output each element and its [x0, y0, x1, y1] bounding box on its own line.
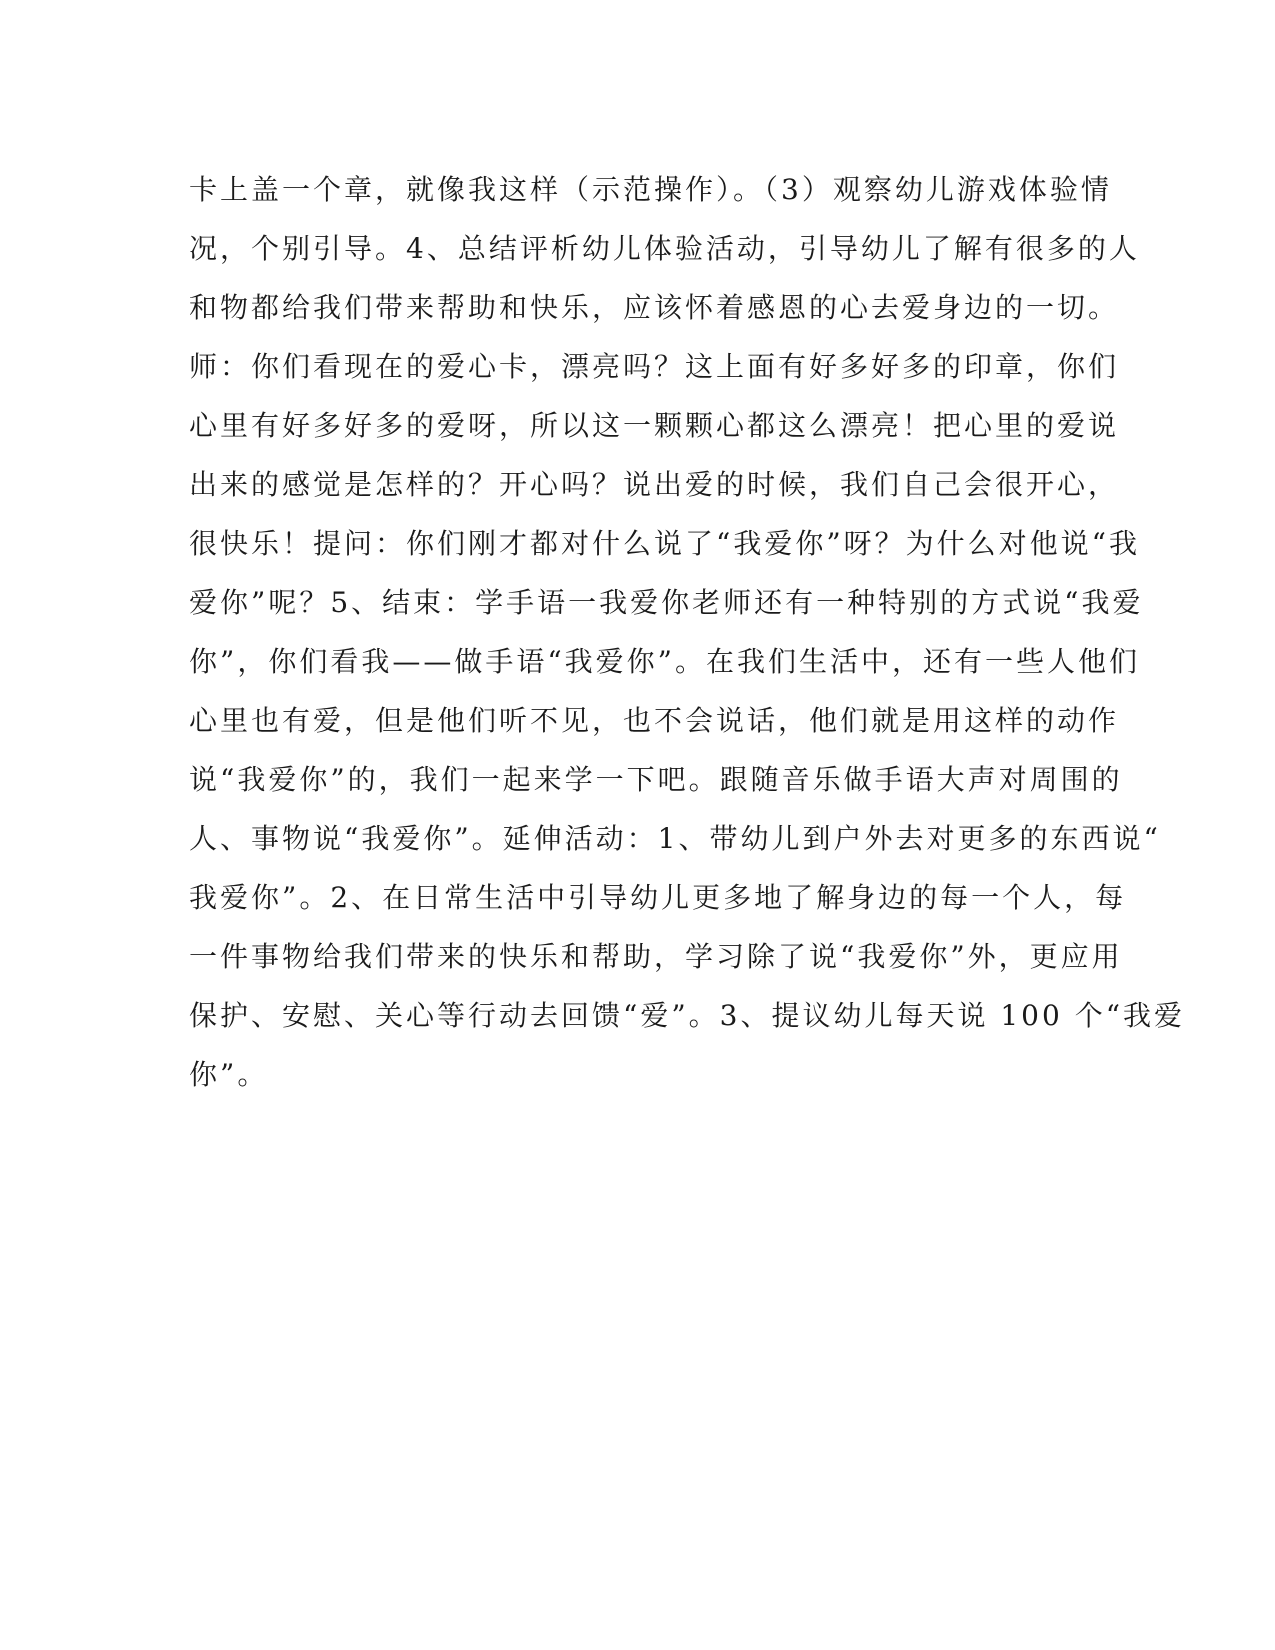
text-line: 我爱你”。2、在日常生活中引导幼儿更多地了解身边的每一个人，每: [189, 881, 1127, 914]
text-line: 爱你”呢？5、结束：学手语一我爱你老师还有一种特别的方式说“我爱: [189, 586, 1144, 619]
text-line: 出来的感觉是怎样的？开心吗？说出爱的时候，我们自己会很开心，: [189, 468, 1120, 501]
text-line: 心里也有爱，但是他们听不见，也不会说话，他们就是用这样的动作: [189, 704, 1120, 737]
text-line: 一件事物给我们带来的快乐和帮助，学习除了说“我爱你”外，更应用: [189, 940, 1123, 973]
text-line: 师：你们看现在的爱心卡，漂亮吗？这上面有好多好多的印章，你们: [189, 350, 1120, 383]
text-line: 你”。: [189, 1058, 269, 1091]
text-line: 说“我爱你”的，我们一起来学一下吧。跟随音乐做手语大声对周围的: [189, 763, 1123, 796]
text-line: 卡上盖一个章，就像我这样（示范操作）。（3）观察幼儿游戏体验情: [189, 173, 1112, 206]
text-line: 心里有好多好多的爱呀，所以这一颗颗心都这么漂亮！把心里的爱说: [189, 409, 1120, 442]
text-line: 你”，你们看我——做手语“我爱你”。在我们生活中，还有一些人他们: [189, 645, 1140, 678]
text-line: 很快乐！提问：你们刚才都对什么说了“我爱你”呀？为什么对他说“我: [189, 527, 1140, 560]
text-line: 和物都给我们带来帮助和快乐，应该怀着感恩的心去爱身边的一切。: [189, 291, 1120, 324]
body-text: [189, 160, 1186, 1104]
text-line: 况，个别引导。4、总结评析幼儿体验活动，引导幼儿了解有很多的人: [189, 232, 1140, 265]
text-line: 保护、安慰、关心等行动去回馈“爱”。3、提议幼儿每天说 100 个“我爱: [189, 999, 1186, 1032]
text-line: 人、事物说“我爱你”。延伸活动：1、带幼儿到户外去对更多的东西说“: [189, 822, 1161, 855]
